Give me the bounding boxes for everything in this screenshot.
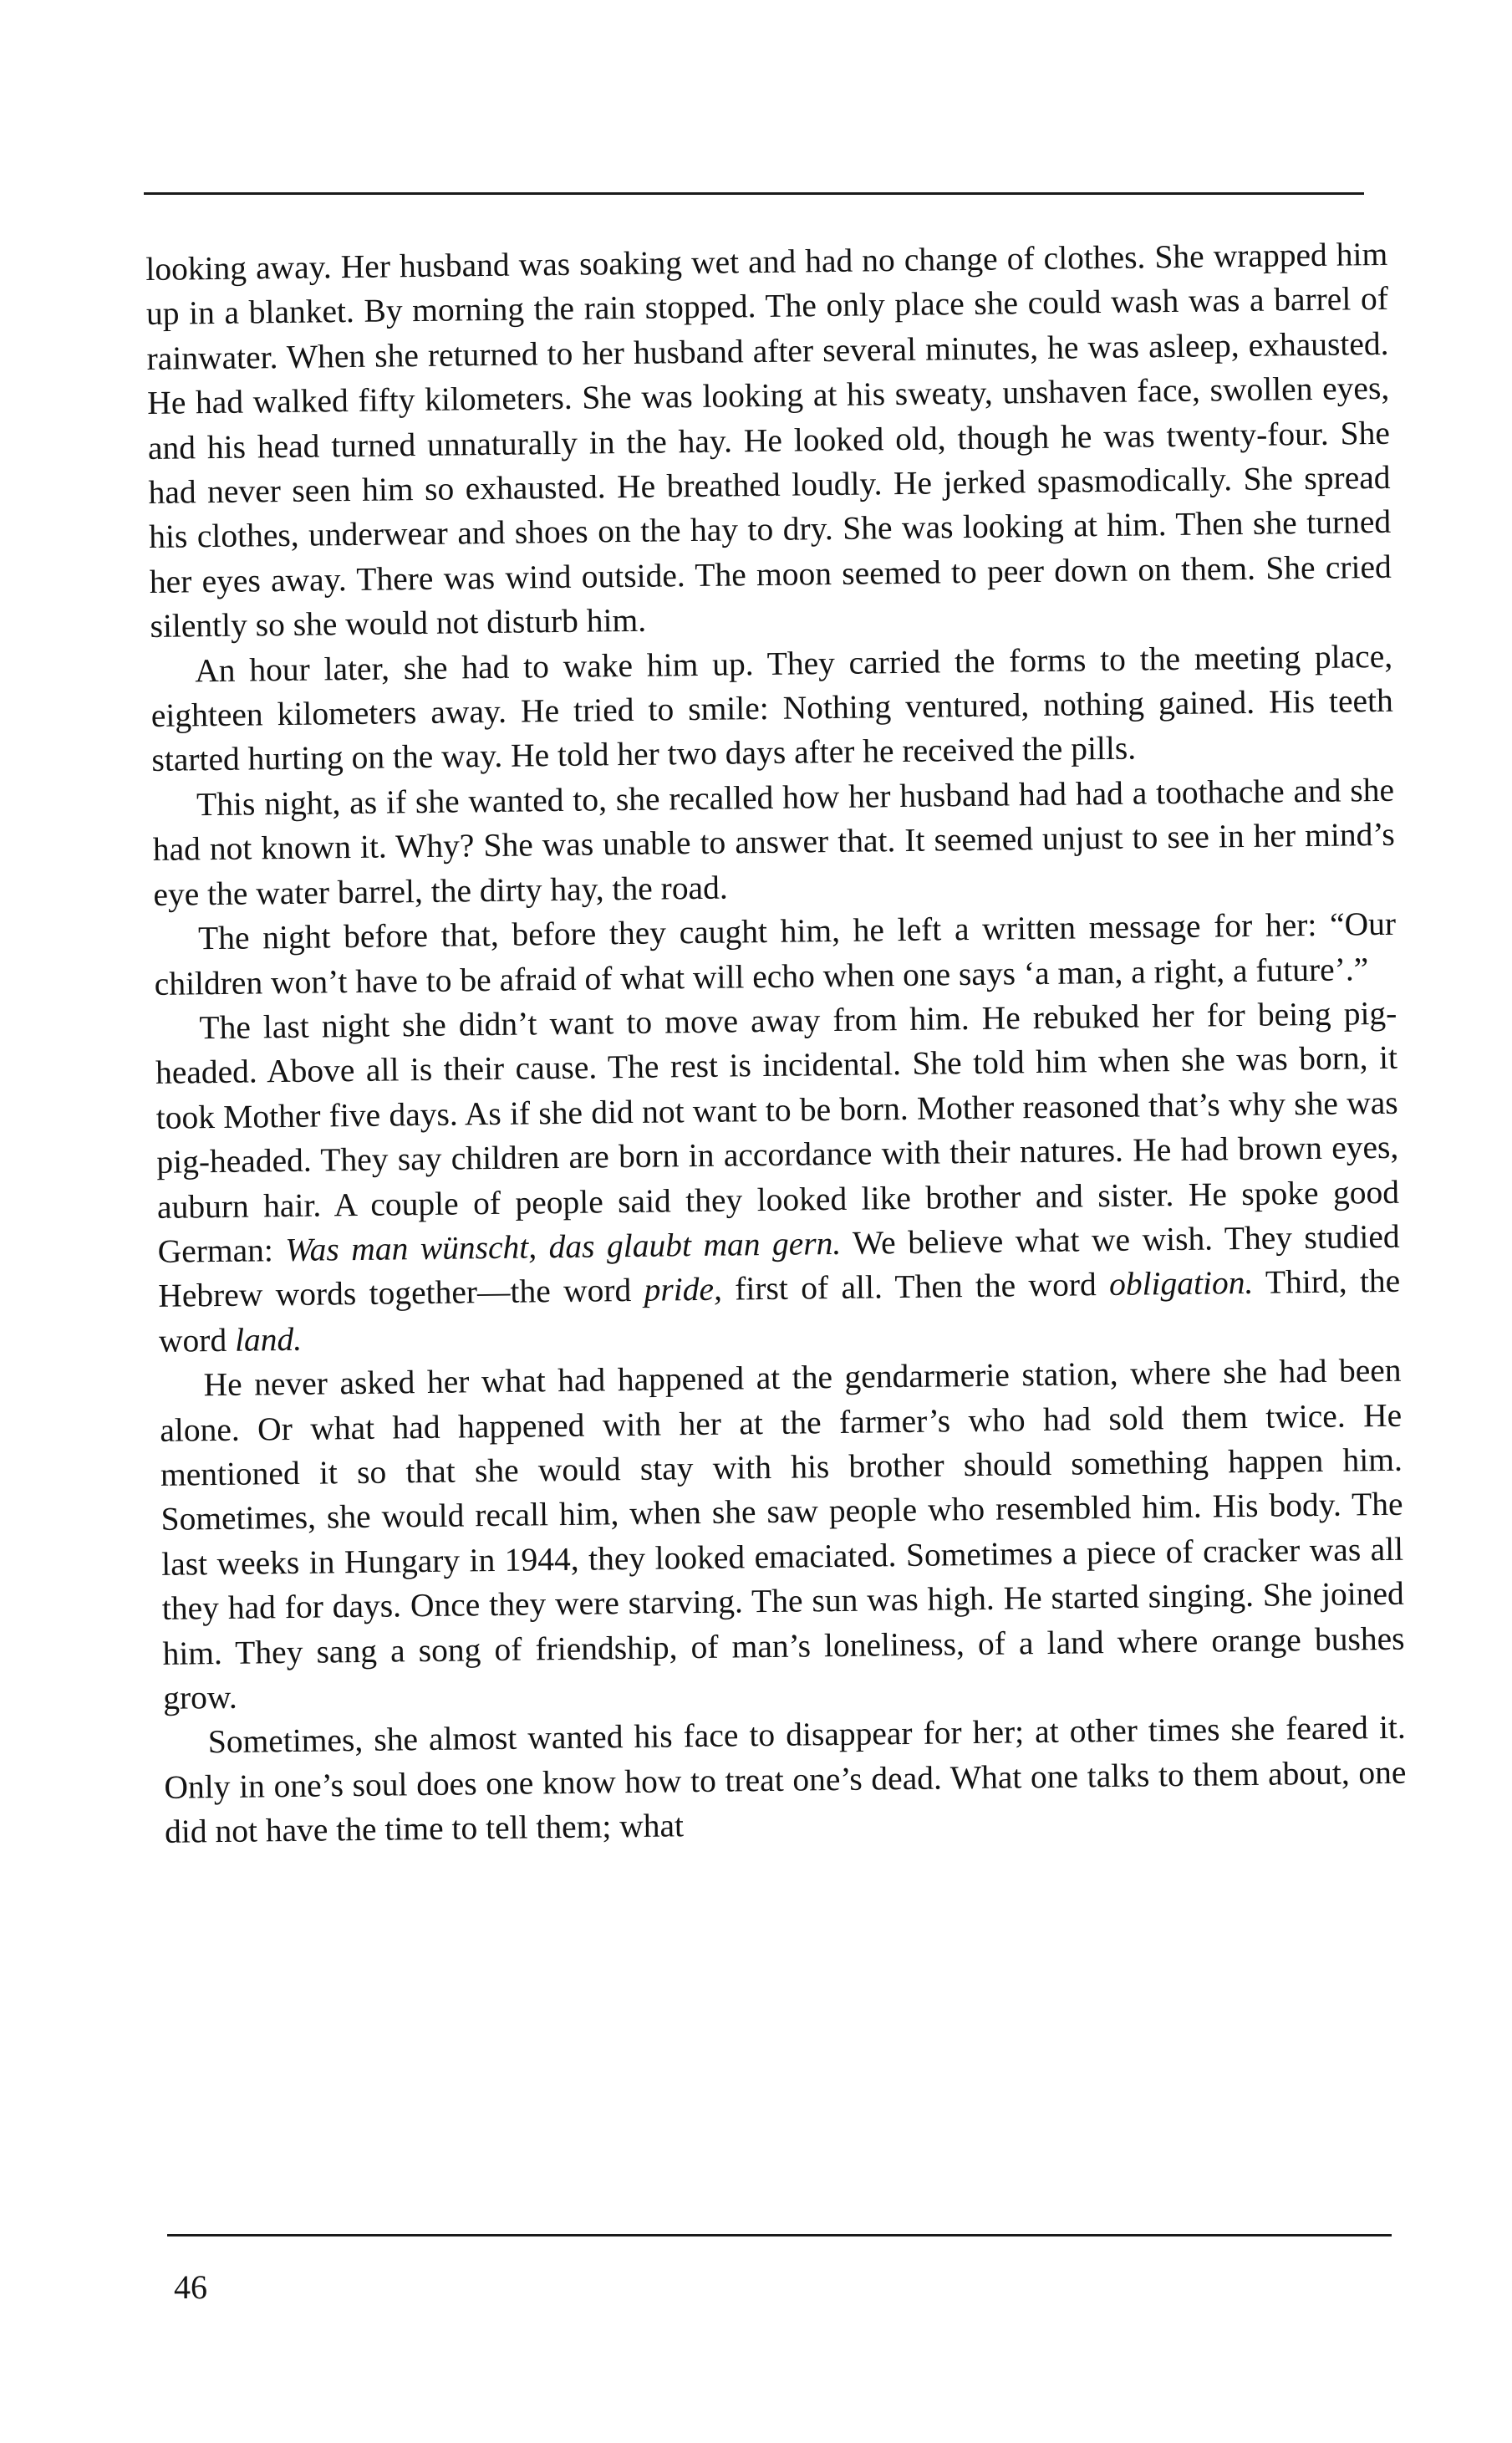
german-proverb: Was man wünscht, das glaubt man gern. [285, 1224, 842, 1268]
paragraph-5-text-e: first of all. Then the word [721, 1266, 1110, 1308]
bottom-rule [167, 2234, 1392, 2236]
paragraph-7: Sometimes, she almost wanted his face to disappear for her; at other times she feared it. Only in one’s soul does one know how to treat one’s dead. What one talks to them about, one did not have the time to tell them; what [164, 1709, 1407, 1851]
page-number: 46 [174, 2268, 207, 2306]
paragraph-5-text-c: We believe what we wish. They studied Hebrew words together—the word [158, 1217, 1400, 1315]
top-rule [144, 192, 1364, 195]
paragraph-3: This night, as if she wanted to, she recalled how her husband had had a toothache and she had not known it. Why? She was unable to answer that. It seemed unjust to see in her mind’s eye the water barrel, the dirty hay, the road. [152, 771, 1395, 913]
body-text [145, 232, 1407, 1855]
word-land: land. [234, 1320, 303, 1359]
paragraph-5-text-g: Third, the word [158, 1262, 1401, 1359]
word-pride: pride, [644, 1271, 723, 1309]
paragraph-6: He never asked her what had happened at the gendarmerie station, where she had been alone. Or what had happened with her at the farmer’s who had sold them twice. He mentioned it so that she would stay with his brother should something happen him. Sometimes, she would recall him, when she saw people who resembled him. His body. The last weeks in Hungary in 1944, they looked emaciated. Sometimes a piece of cracker was all they had for days. Once they were starving. The sun was high. He started singing. She joined him. They sang a song of friendship, of man’s loneliness, of a land where orange bushes grow. [160, 1351, 1405, 1716]
word-obligation: obligation. [1108, 1264, 1254, 1303]
paragraph-1: looking away. Her husband was soaking wet and had no change of clothes. She wrapped him up in a blanket. By morning the rain stopped. The only place she could wash was a barrel of rainwater. When she returned to her husband after several minutes, he was asleep, exhausted. He had walked fifty kilometers. She was looking at his sweaty, unshaven face, swollen eyes, and his head turned unnaturally in the hay. He looked old, though he was twenty-four. She had never seen him so exhausted. He breathed loudly. He jerked spasmodically. She spread his clothes, underwear and shoes on the hay to dry. She was looking at him. Then she turned her eyes away. There was wind outside. The moon seemed to peer down on them. She cried silently so she would not disturb him. [145, 235, 1392, 645]
paragraph-5 [155, 992, 1401, 1364]
paragraph-5-text-a: The last night she didn’t want to move away from him. He rebuked her for being pig-headed. Above all is their cause. The rest is incidental. She told him when she was born, it took Mother five days. As if she did not want to be born. Mother reasoned that’s why she was pig-headed. They say children are born in accordance with their natures. He had brown eyes, auburn hair. A couple of people said they looked like brother and sister. He spoke good German: [155, 994, 1400, 1270]
paragraph-2: An hour later, she had to wake him up. They carried the forms to the meeting place, eighteen kilometers away. He tried to smile: Nothing ventured, nothing gained. His teeth started hurting on the way. He told her two days after he received the pills. [150, 637, 1394, 779]
paragraph-4: The night before that, before they caught him, he left a written message for her: “Our children won’t have to be afraid of what will echo when one says ‘a man, a right, a future’.” [154, 905, 1397, 1002]
